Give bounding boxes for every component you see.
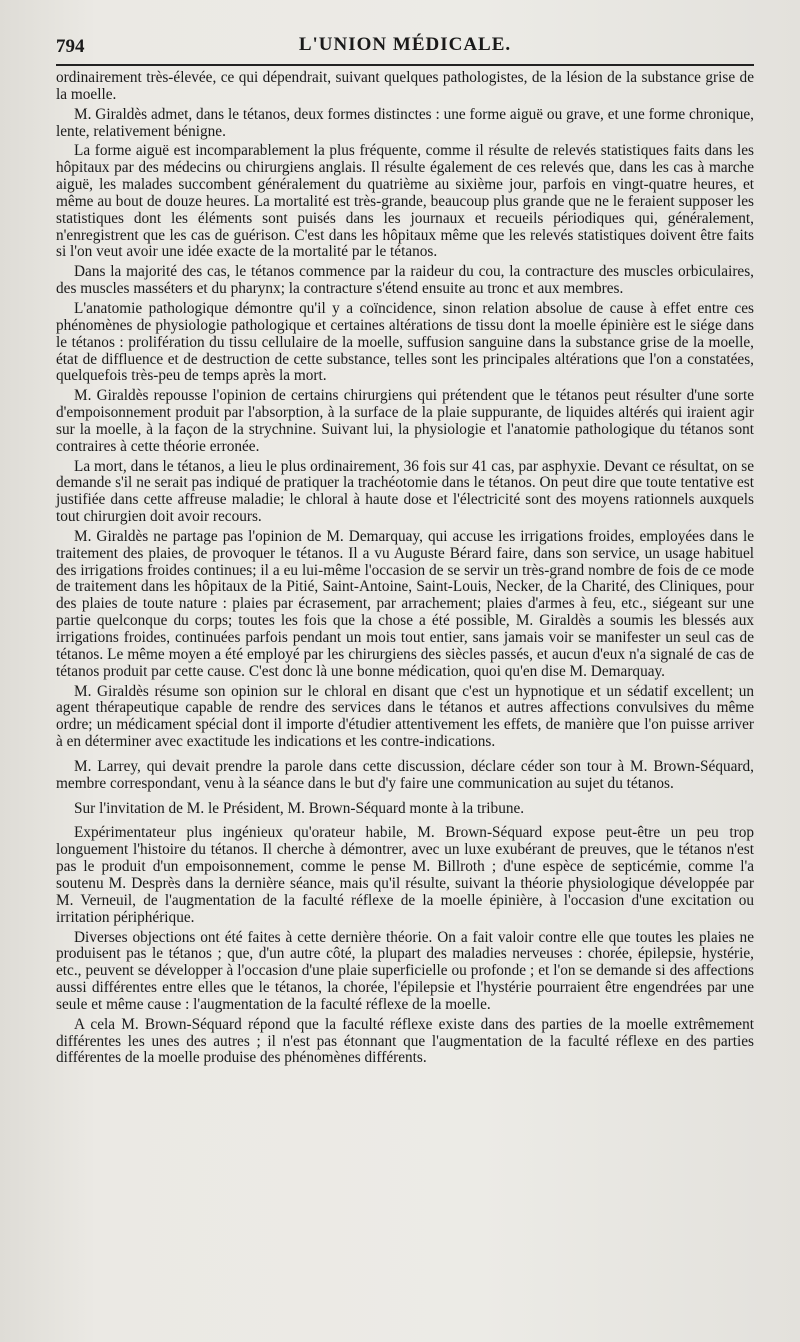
paragraph: A cela M. Brown-Séquard répond que la faculté réflexe existe dans des parties de la moelle extrêmement différentes les unes des autres ; il n'est pas étonnant que l'augmentation de la faculté réflexe en des parties différentes de la moelle produise des phénomènes différents. (56, 1015, 754, 1067)
page-header (56, 26, 754, 60)
paragraph: ordinairement très-élevée, ce qui dépendrait, suivant quelques pathologistes, de la lésion de la substance grise de la moelle. (56, 69, 754, 103)
paragraph: M. Giraldès ne partage pas l'opinion de M. Demarquay, qui accuse les irrigations froides, employées dans le traitement des plaies, de provoquer le tétanos. Il a vu Auguste Bérard faire, dans son service, un usage habituel des irrigations froides continues; il a eu lui-même l'occasion de se servir un très-grand nombre de fois de ce mode de traitement dans les hôpitaux de la Pitié, Saint-Antoine, Saint-Louis, Necker, de la Charité, des Cliniques, pour des plaies de toute nature : plaies par écrasement, par arrachement; plaies d'armes à feu, etc., siégeant sur une partie quelconque du corps; toutes les fois que la chose a été possible, M. Giraldès a soumis les blessés aux irrigations froides, continuées parfois pendant un mois tout entier, sans jamais voir se manifester un seul cas de tétanos. Le même moyen a été employé par les chirurgiens des siècles passés, et aucun d'eux n'a signalé de cas de tétanos produit par cette cause. C'est donc là une bonne médication, quoi qu'en dise M. Demarquay. (56, 527, 754, 680)
paragraph: La forme aiguë est incomparablement la plus fréquente, comme il résulte de relevés statistiques faits dans les hôpitaux par des médecins ou chirurgiens anglais. Il résulte également de ces relevés que, dans les cas à marche aiguë, les malades succombent généralement du quatrième au sixième jour, parfois en vingt-quatre heures, et même au bout de douze heures. La mortalité est très-grande, beaucoup plus grande que ne le feraient supposer les statistiques dont les éléments sont puisés dans les journaux et recueils périodiques qui, généralement, n'enregistrent que les cas de guérison. C'est dans les hôpitaux même que les relevés statistiques doivent être faits si l'on veut avoir une idée exacte de la mortalité par le tétanos. (56, 142, 754, 261)
paragraph: L'anatomie pathologique démontre qu'il y a coïncidence, sinon relation absolue de cause à effet entre ces phénomènes de physiologie pathologique et certaines altérations de tissu dont la moelle épinière est le siége dans le tétanos : prolifération du tissu cellulaire de la moelle, suffusion sanguine dans la substance grise de la moelle, état de diffluence et de destruction de cette substance, telles sont les principales altérations que l'on a constatées, quelquefois très-peu de temps après la mort. (56, 299, 754, 385)
paragraph: Expérimentateur plus ingénieux qu'orateur habile, M. Brown-Séquard expose peut-être un peu trop longuement l'histoire du tétanos. Il cherche à démontrer, avec un luxe exubérant de preuves, que le tétanos n'est pas le produit d'un empoisonnement, comme le pense M. Billroth ; d'une espèce de septicémie, comme l'a soutenu M. Desprès dans la dernière séance, mais qu'il résulte, suivant la théorie physiologique développée par M. Verneuil, de l'augmentation de la faculté réflexe de la moelle épinière, à l'occasion d'une excitation ou irritation périphérique. (56, 824, 754, 926)
paragraph: Diverses objections ont été faites à cette dernière théorie. On a fait valoir contre elle que toutes les plaies ne produisent pas le tétanos ; que, d'un autre côté, la plupart des maladies nerveuses : chorée, épilepsie, hystérie, etc., peuvent se développer à l'occasion d'une plaie superficielle ou profonde ; et l'on se demande si des affections aussi différentes entre elles que le tétanos, la chorée, l'épilepsie et l'hystérie pourraient être engendrées par une seule et même cause : l'augmentation de la faculté réflexe de la moelle. (56, 928, 754, 1013)
paragraph: M. Larrey, qui devait prendre la parole dans cette discussion, déclare céder son tour à M. Brown-Séquard, membre correspondant, venu à la séance dans le but d'y faire une communication au sujet du tétanos. (56, 757, 754, 792)
running-title: L'UNION MÉDICALE. (298, 34, 512, 55)
paragraph: La mort, dans le tétanos, a lieu le plus ordinairement, 36 fois sur 41 cas, par asphyxie. Devant ce résultat, on se demande s'il ne serait pas indiqué de pratiquer la trachéotomie dans le tétanos. On peut dire que toute tentative est justifiée dans cette affreuse maladie; le chloral à haute dose et l'électricité sont des moyens rationnels auxquels tout chirurgien doit avoir recours. (56, 457, 754, 526)
header-rule (56, 64, 754, 66)
article-body (56, 70, 754, 1067)
page-number: 794 (56, 36, 85, 57)
paragraph: M. Giraldès admet, dans le tétanos, deux formes distinctes : une forme aiguë ou grave, et une forme chronique, lente, relativement bénigne. (56, 105, 754, 140)
paragraph: M. Giraldès résume son opinion sur le chloral en disant que c'est un hypnotique et un sédatif excellent; un agent thérapeutique capable de rendre des services dans le tétanos et autres affections convulsives du même ordre; un médicament spécial dont il importe d'étudier attentivement les effets, de manière que l'on puisse arriver à en déterminer avec exactitude les indications et les contre-indications. (56, 682, 754, 751)
paragraph: M. Giraldès repousse l'opinion de certains chirurgiens qui prétendent que le tétanos peut résulter d'une sorte d'empoisonnement produit par l'absorption, à la surface de la plaie suppurante, de liquides altérés qui iraient agir sur la moelle, à la façon de la strychnine. Suivant lui, la physiologie et l'anatomie pathologique du tétanos sont contraires à cette théorie erronée. (56, 387, 754, 455)
paragraph: Dans la majorité des cas, le tétanos commence par la raideur du cou, la contracture des muscles orbiculaires, des muscles masséters et du pharynx; la contracture s'étend ensuite au tronc et aux membres. (56, 263, 754, 298)
paragraph: Sur l'invitation de M. le Président, M. Brown-Séquard monte à la tribune. (74, 799, 525, 817)
